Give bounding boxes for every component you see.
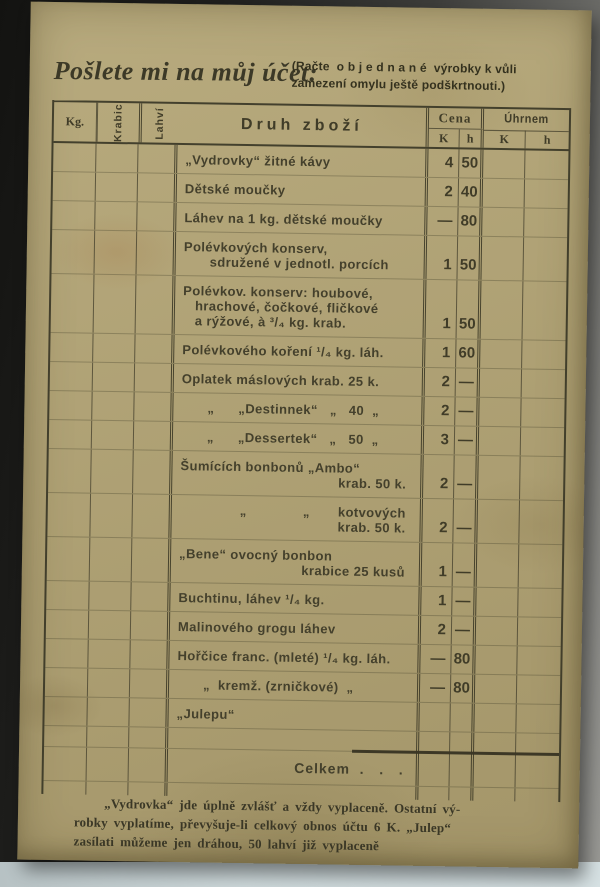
note-line-1: (Račte o b j e d n a n é výrobky k vůli — [291, 58, 517, 77]
item-line: „ „ kotvových — [239, 502, 406, 521]
cell-krabic — [87, 698, 129, 727]
cell-price-k: 2 — [422, 499, 454, 542]
cell-lahvi — [135, 363, 174, 392]
cell-lahvi — [135, 334, 174, 363]
cell-krabic — [93, 334, 135, 363]
subheader-cena-k: K — [429, 129, 460, 147]
subheader-uhrnem-k: K — [484, 130, 526, 149]
cell-krabic — [95, 231, 138, 275]
cell-uhrnem-k — [475, 675, 517, 704]
order-instruction-note — [291, 58, 600, 98]
cell-uhrnem-k — [483, 150, 525, 179]
cell-uhrnem-h — [522, 369, 565, 398]
cell-price-k: 2 — [423, 455, 455, 498]
order-form-card — [17, 2, 591, 869]
cell-krabic — [96, 144, 138, 173]
total-label: Celkem . . . — [168, 749, 419, 786]
cell-uhrnem-h — [523, 237, 567, 281]
cell-price-h: 40 — [459, 178, 483, 206]
cell-price-k: 1 — [422, 543, 454, 586]
cell-uhrnem-h — [517, 675, 560, 704]
item-line: a rýžové, à ³/₄ kg. krab. — [194, 313, 347, 331]
column-header-lahvi: Lahví — [139, 103, 179, 143]
cell-lahvi — [136, 275, 176, 334]
cell-lahvi — [131, 582, 170, 611]
cell-lahvi — [132, 538, 172, 582]
total-uhrnem-k — [473, 754, 516, 788]
column-header-druh-zbozi: Druh zboží — [178, 104, 430, 147]
cell-kg — [52, 201, 95, 230]
cell-krabic — [96, 173, 138, 202]
cell-item-description — [173, 422, 424, 454]
column-header-krabic: Krabic — [97, 103, 140, 143]
column-header-kg: Kg. — [54, 102, 98, 142]
cell-item-description — [171, 495, 423, 542]
cell-kg — [51, 274, 95, 333]
cell-kg — [52, 230, 96, 274]
cell-uhrnem-k — [479, 398, 521, 427]
cell-kg — [53, 143, 96, 172]
cell-price-h: — — [452, 616, 476, 644]
table-body — [44, 143, 568, 733]
cell-item-description — [168, 699, 419, 731]
cell-uhrnem-k — [481, 237, 524, 281]
cell-price-h: 80 — [451, 674, 475, 702]
item-line: „ „Destinnek“ „ 40 „ — [207, 400, 380, 419]
table-row — [51, 273, 567, 340]
total-cena-h — [449, 753, 474, 786]
cell-price-k: 1 — [425, 339, 456, 367]
item-line: krab. 50 k. — [338, 475, 407, 492]
cell-price-k: 3 — [424, 426, 455, 454]
cell-uhrnem-h — [519, 500, 563, 544]
cell-krabic — [93, 363, 135, 392]
cell-kg — [53, 172, 96, 201]
cell-price-k: 1 — [426, 236, 458, 279]
cell-krabic — [95, 202, 137, 231]
item-line: „Vydrovky“ žitné kávy — [185, 152, 331, 170]
cell-price-k: 2 — [428, 178, 459, 206]
cell-uhrnem-h — [525, 150, 568, 179]
cell-lahvi — [129, 698, 168, 727]
cell-item-description — [177, 174, 428, 206]
cell-uhrnem-k — [482, 208, 524, 237]
cell-kg — [50, 362, 93, 391]
cell-uhrnem-k — [479, 427, 521, 456]
cell-krabic — [88, 669, 130, 698]
cell-price-h — [450, 703, 474, 731]
cell-kg — [45, 639, 88, 668]
cell-krabic — [90, 538, 133, 582]
cell-price-h: 50 — [457, 236, 482, 279]
cell-krabic — [91, 450, 134, 494]
cell-uhrnem-h — [516, 704, 559, 733]
cell-price-h: — — [456, 368, 480, 396]
cell-uhrnem-h — [520, 456, 564, 500]
cell-price-k: 2 — [424, 397, 455, 425]
total-uhrnem-h — [515, 754, 559, 788]
cell-price-h: 50 — [459, 149, 483, 177]
cell-uhrnem-k — [476, 588, 518, 617]
item-line: Šumících bonbonů „Ambo“ — [180, 458, 361, 476]
cell-krabic — [89, 582, 131, 611]
cell-kg — [46, 610, 89, 639]
item-line: krabice 25 kusů — [301, 562, 405, 580]
item-line: „ „Dessertek“ „ 50 „ — [206, 429, 379, 448]
cell-uhrnem-h — [525, 179, 568, 208]
item-line: Hořčice franc. (mleté) ¹/₄ kg. láh. — [177, 648, 391, 667]
cell-item-description — [169, 641, 420, 673]
cell-uhrnem-k — [483, 179, 525, 208]
cell-kg — [49, 420, 92, 449]
cell-price-k: 1 — [421, 587, 452, 615]
cell-uhrnem-h — [521, 427, 564, 456]
cell-item-description — [175, 276, 427, 338]
item-line: Polévkov. konserv: houbové, — [183, 283, 374, 302]
item-line: Malinového grogu láhev — [177, 619, 336, 637]
cell-uhrnem-h — [522, 340, 565, 369]
note-line-2: zamezení omylu ještě podškrtnouti.) — [291, 76, 506, 94]
item-line: „ kremž. (zrničkové) „ — [202, 677, 354, 695]
subheader-cena-h: h — [460, 129, 484, 147]
cell-uhrnem-h — [517, 646, 560, 675]
column-header-cena: Cena — [429, 108, 484, 130]
cell-kg — [47, 537, 91, 581]
cell-item-description — [176, 203, 427, 235]
cell-price-k: 2 — [421, 616, 452, 644]
cell-uhrnem-k — [477, 500, 520, 544]
cell-item-description — [174, 335, 425, 367]
footer-line-1: „Vydrovka“ jde úplně zvlášť a vždy vyplaceně. Ostatní vý- — [104, 795, 461, 817]
item-line: Oplatek máslových krab. 25 k. — [181, 371, 380, 390]
cell-uhrnem-k — [475, 646, 517, 675]
cell-uhrnem-k — [478, 456, 521, 500]
item-line: sdružené v jednotl. porcích — [209, 254, 389, 273]
cell-lahvi — [130, 669, 169, 698]
cell-kg — [44, 697, 87, 726]
item-line: „Bene“ ovocný bonbon — [179, 546, 333, 564]
cell-krabic — [92, 421, 134, 450]
cell-item-description — [174, 364, 425, 396]
cell-price-h: — — [453, 499, 478, 542]
cell-price-h: — — [455, 426, 479, 454]
cell-uhrnem-k — [480, 369, 522, 398]
cell-uhrnem-h — [519, 544, 563, 588]
cell-item-description — [173, 393, 424, 425]
cell-lahvi — [138, 144, 177, 173]
cell-lahvi — [137, 231, 177, 275]
item-line: Láhev na 1 kg. dětské moučky — [184, 210, 383, 229]
cell-price-k — [419, 703, 450, 731]
cell-lahvi — [130, 640, 169, 669]
cell-price-k: — — [420, 645, 451, 673]
cell-item-description — [177, 145, 428, 177]
cell-item-description — [170, 583, 421, 615]
cell-krabic — [89, 611, 131, 640]
item-line: Polévkových konserv, — [183, 239, 328, 257]
cell-krabic — [88, 640, 130, 669]
cell-uhrnem-h — [518, 588, 561, 617]
subheader-uhrnem-h: h — [543, 132, 551, 147]
cell-krabic — [94, 275, 137, 334]
footer-line-2: robky vyplatíme, převyšuje-li celkový obnos účtu 6 K. „Julep“ — [73, 814, 452, 836]
item-line: Polévkového koření ¹/₄ kg. láh. — [182, 342, 384, 361]
cell-price-h: — — [452, 587, 476, 615]
cell-lahvi — [132, 494, 172, 538]
cell-price-h: — — [455, 397, 479, 425]
cell-lahvi — [133, 450, 173, 494]
cell-item-description — [172, 451, 424, 498]
cell-uhrnem-k — [476, 617, 518, 646]
cell-uhrnem-h — [523, 281, 567, 340]
cell-item-description — [171, 539, 423, 586]
cell-price-k: 2 — [425, 368, 456, 396]
cell-price-k: 1 — [426, 280, 458, 338]
cell-price-h: — — [454, 455, 479, 498]
cell-item-description — [169, 670, 420, 702]
cell-uhrnem-h — [518, 617, 561, 646]
cell-lahvi — [134, 421, 173, 450]
cell-uhrnem-h — [521, 398, 564, 427]
cell-item-description — [175, 232, 427, 279]
cell-price-k: — — [420, 674, 451, 702]
column-header-uhrnem: Úhrnem — [484, 108, 569, 132]
footer-note — [73, 794, 522, 858]
cell-kg — [48, 449, 92, 493]
item-line: hrachové, čočkové, fličkové — [194, 298, 379, 317]
total-cena-k — [419, 753, 451, 786]
cell-uhrnem-k — [477, 544, 520, 588]
item-line: krab. 50 k. — [337, 519, 406, 536]
cell-krabic — [92, 392, 134, 421]
item-line: „Julepu“ — [176, 706, 235, 722]
cell-price-k: 4 — [428, 149, 459, 177]
cell-price-k: — — [427, 207, 458, 235]
cell-kg — [49, 391, 92, 420]
cell-item-description — [170, 612, 421, 644]
cell-kg — [50, 333, 93, 362]
cell-price-h: 60 — [456, 339, 480, 367]
cell-lahvi — [131, 611, 170, 640]
cell-uhrnem-h — [524, 208, 567, 237]
cell-kg — [46, 581, 89, 610]
cell-price-h: 80 — [451, 645, 475, 673]
cell-lahvi — [138, 173, 177, 202]
order-table — [41, 100, 571, 802]
footer-line-3: zasílati můžeme jen dráhou, 50 lahví již vyplaceně — [73, 833, 380, 853]
cell-uhrnem-k — [481, 281, 524, 340]
cell-lahvi — [134, 392, 173, 421]
item-line: Dětské moučky — [184, 181, 286, 198]
cell-price-h: — — [453, 543, 478, 586]
cell-uhrnem-k — [480, 340, 522, 369]
cell-krabic — [90, 494, 133, 538]
cell-kg — [45, 668, 88, 697]
cell-price-h: 50 — [457, 280, 482, 338]
cell-lahvi — [137, 202, 176, 231]
cell-kg — [47, 493, 91, 537]
form-title: Pošlete mi na můj účet: — [53, 55, 319, 88]
cell-price-h: 80 — [458, 207, 482, 235]
item-line: Buchtinu, láhev ¹/₄ kg. — [178, 590, 325, 608]
cell-uhrnem-k — [474, 704, 516, 733]
